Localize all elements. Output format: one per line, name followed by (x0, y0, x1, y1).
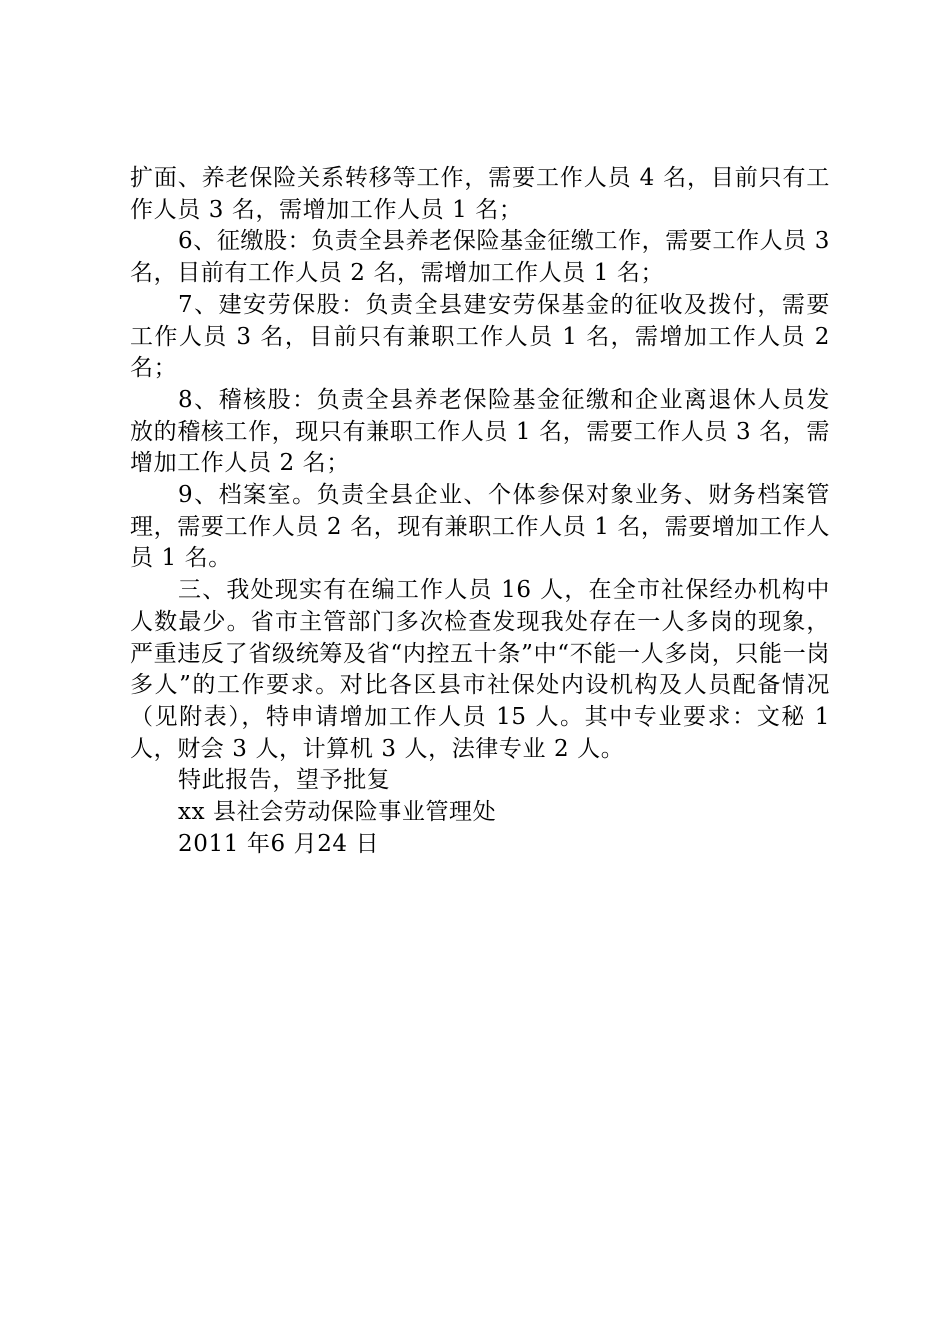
paragraph-item-8: 8、稽核股：负责全县养老保险基金征缴和企业离退休人员发放的稽核工作，现只有兼职工作人员 1 名，需要工作人员 3 名，需增加工作人员 2 名； (130, 386, 830, 477)
paragraph-item-7: 7、建安劳保股：负责全县建安劳保基金的征收及拨付，需要工作人员 3 名，目前只有兼职工作人员 1 名，需增加工作人员 2 名； (130, 291, 830, 382)
closing-request: 特此报告，望予批复 (178, 767, 391, 794)
closing-organization: xx 县社会劳动保险事业管理处 (178, 799, 497, 826)
paragraph-item-6: 6、征缴股：负责全县养老保险基金征缴工作，需要工作人员 3 名，目前有工作人员 2 名，需增加工作人员 1 名； (130, 228, 830, 287)
paragraph-item-9: 9、档案室。负责全县企业、个体参保对象业务、财务档案管理，需要工作人员 2 名，现有兼职工作人员 1 名，需要增加工作人员 1 名。 (130, 482, 830, 572)
closing-date: 2011 年6 月24 日 (178, 830, 380, 857)
paragraph-continuation: 扩面、养老保险关系转移等工作，需要工作人员 4 名，目前只有工作人员 3 名，需增加工作人员 1 名； (130, 165, 830, 223)
paragraph-section-three: 三、我处现实有在编工作人员 16 人，在全市社保经办机构中人数最少。省市主管部门多次检查发现我处存在一人多岗的现象，严重违反了省级统筹及省“内控五十条”中“不能一人多岗，只能一岗多人”的工作要求。对比各区县市社保处内设机构及人员配备情况（见附表），特申请增加工作人员 15 人。其中专业要求：文秘 1 人，财会 3 人，计算机 3 人，法律专业 2 人。 (130, 577, 830, 762)
document-body (130, 163, 830, 860)
